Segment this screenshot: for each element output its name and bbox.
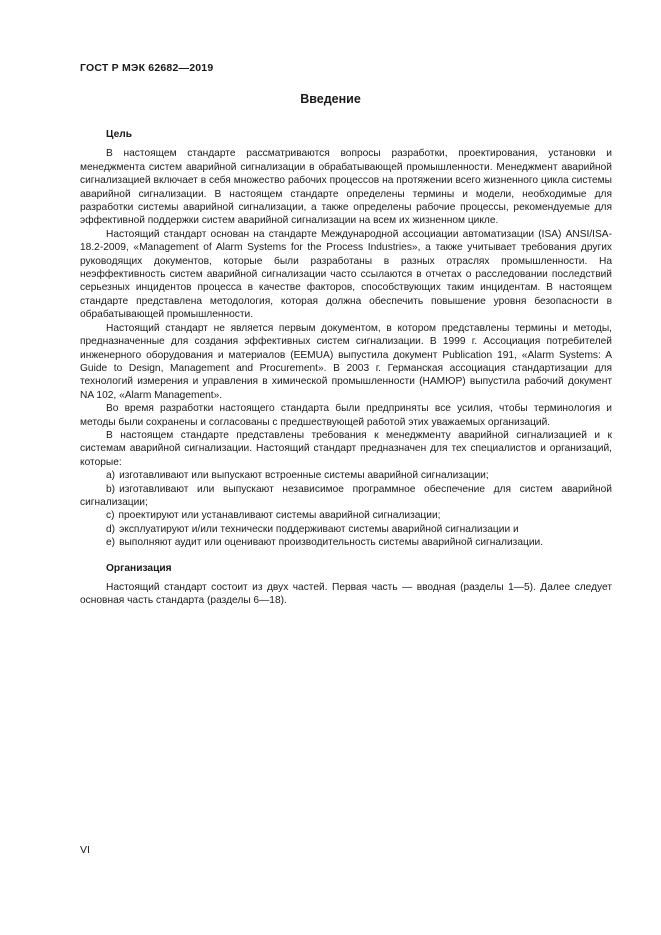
list-marker: b)	[106, 483, 116, 495]
list-item-text: изготавливают или выпускают независимое программное обеспечение для систем аварийной сигнализации;	[80, 483, 612, 508]
list-marker: c)	[106, 510, 115, 522]
paragraph: Настоящий стандарт основан на стандарте Международной ассоциации автоматизации (ISA) ANSI/ISA-18.2-2009, «Management of Alarm Systems for the Process Industries», а также учитывает требования других руководящих документов, которые были разработаны в разных отраслях промышленности. На неэффективность систем аварийной сигнализации часто ссылаются в отчетах о расследовании последствий серьезных инцидентов процесса в качестве факторов, способствующих таким инцидентам. В настоящем стандарте представлена методология, которая должна обеспечить повышение уровня безопасности в обрабатывающей промышленности.	[80, 228, 612, 321]
list-marker: a)	[106, 470, 116, 482]
list-item-text: изготавливают или выпускают встроенные системы аварийной сигнализации;	[119, 470, 489, 482]
section-heading-organization: Организация	[106, 562, 172, 574]
standard-code: ГОСТ Р МЭК 62682—2019	[80, 62, 214, 74]
list-item-text: эксплуатируют и/или технически поддерживают системы аварийной сигнализации и	[119, 523, 519, 535]
list-item	[80, 469, 612, 482]
list-item	[80, 536, 612, 549]
paragraph: В настоящем стандарте рассматриваются вопросы разработки, проектирования, установки и менеджмента систем аварийной сигнализации в обрабатывающей промышленности. Менеджмент аварийной сигнализацией включает в себя множество рабочих процессов на протяжении всего жизненного цикла системы аварийной сигнализации. В настоящем стандарте определены термины и модели, необходимые для разработки системы аварийной сигнализации, а также определены рабочие процессы, рекомендуемые для эффективной поддержки систем аварийной сигнализации на всем их жизненном цикле.	[80, 148, 612, 227]
page-title: Введение	[300, 92, 361, 106]
list-item-text: выполняют аудит или оценивают производительность системы аварийной сигнализации.	[119, 537, 544, 549]
list-marker: e)	[106, 537, 116, 549]
paragraph: Настоящий стандарт не является первым документом, в котором представлены термины и методы, предназначенные для создания эффективных систем сигнализации. В 1999 г. Ассоциация потребителей инженерного оборудования и материалов (EEMUA) выпустила документ Publication 191, «Alarm Systems: A Guide to Design, Management and Procurement». В 2003 г. Германская ассоциация стандартизации для технологий измерения и управления в химической промышленности (НАМЮР) выпустила рабочий документ NA 102, «Alarm Management».	[80, 322, 612, 401]
paragraph: Во время разработки настоящего стандарта были предприняты все усилия, чтобы терминология и методы были сохранены и согласованы с предшествующей работой этих уважаемых организаций.	[80, 403, 612, 428]
list-item-text: проектируют или устанавливают системы аварийной сигнализации;	[118, 510, 441, 522]
paragraph: В настоящем стандарте представлены требования к менеджменту аварийной сигнализацией и к системам аварийной сигнализации. Настоящий стандарт предназначен для тех специалистов и организаций, которые:	[80, 429, 612, 468]
list-marker: d)	[106, 523, 116, 535]
section-heading-purpose: Цель	[106, 129, 132, 140]
list-item	[80, 523, 612, 536]
paragraph: Настоящий стандарт состоит из двух частей. Первая часть — вводная (разделы 1—5). Далее следует основная часть стандарта (разделы 6—18).	[80, 582, 612, 607]
list-item	[80, 509, 612, 522]
document-body	[80, 128, 612, 608]
page-number: VI	[80, 844, 90, 856]
list-item	[80, 483, 612, 510]
